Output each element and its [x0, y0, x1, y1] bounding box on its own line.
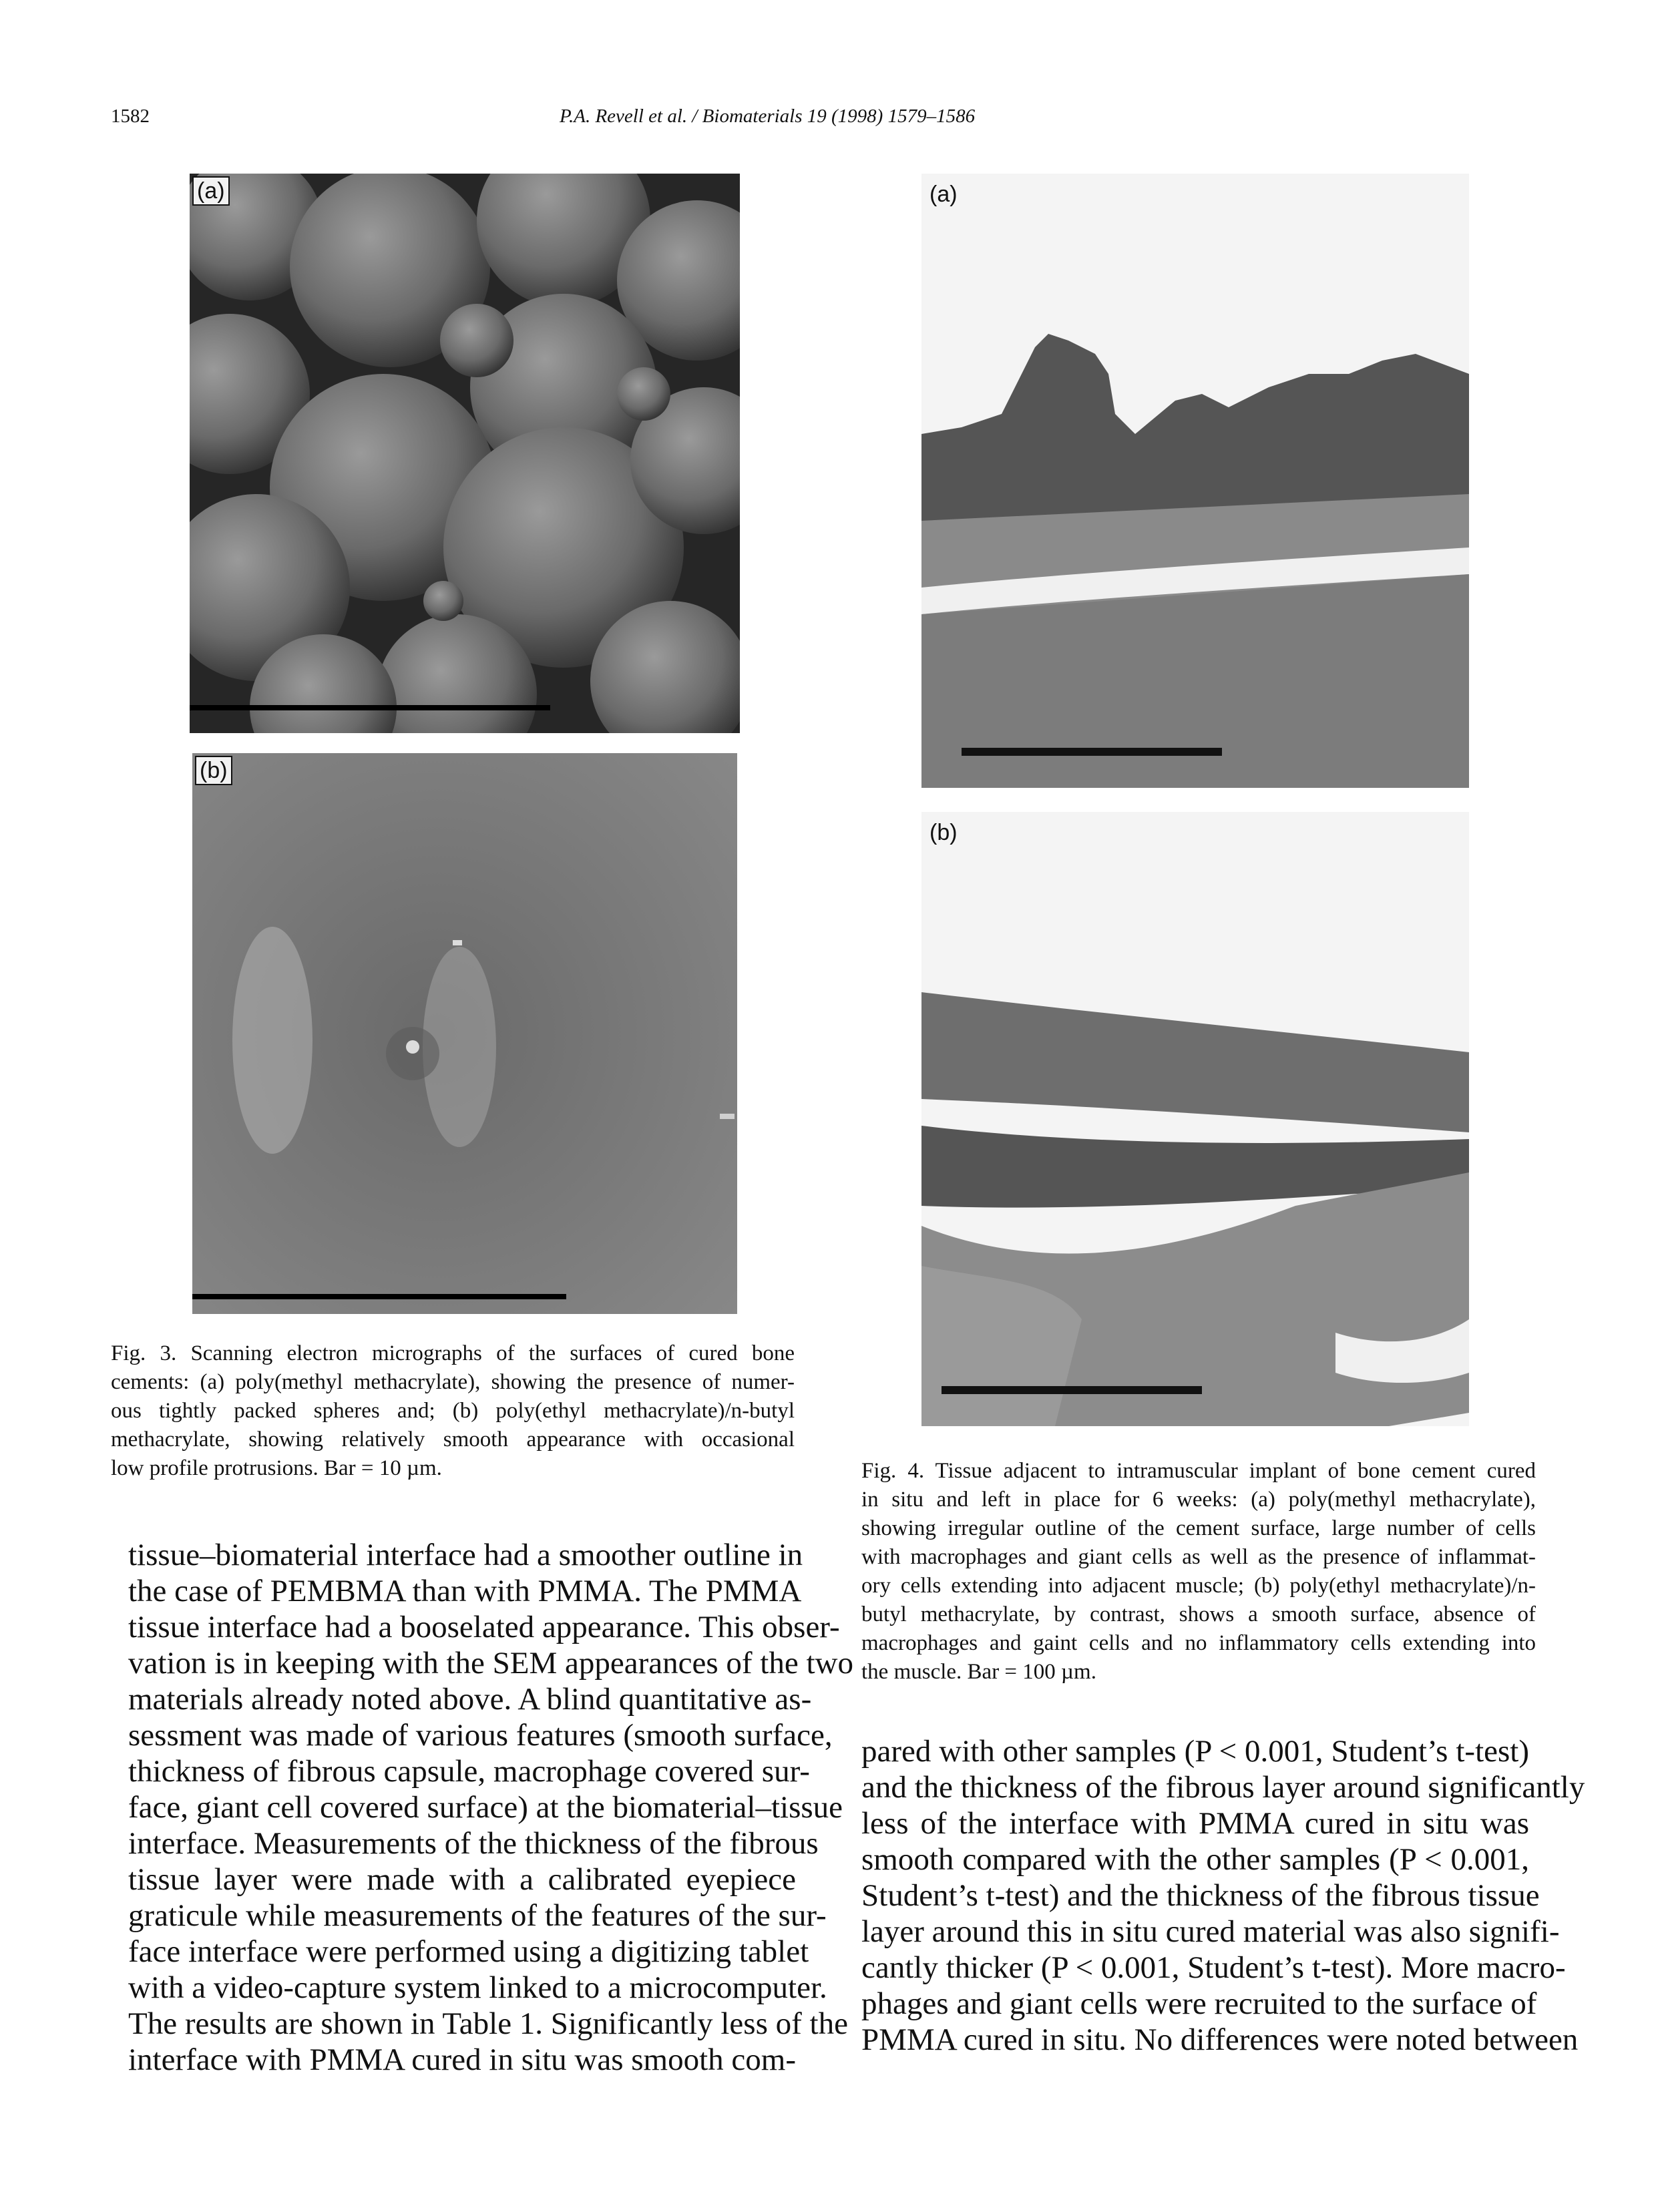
caption-line: methacrylate, showing relatively smooth appearance with occasional	[111, 1427, 795, 1452]
body-line: Student’s t-test) and the thickness of the fibrous tissue	[861, 1878, 1540, 1913]
figure3-panel-b-micrograph	[192, 753, 737, 1314]
running-title: P.A. Revell et al. / Biomaterials 19 (1998) 1579–1586	[560, 105, 976, 127]
body-line: phages and giant cells were recruited to the surface of	[861, 1986, 1537, 2021]
caption-line: the muscle. Bar = 100 µm.	[861, 1660, 1096, 1684]
caption-line: ory cells extending into adjacent muscle; (b) poly(ethyl methacrylate)/n-	[861, 1574, 1536, 1598]
figure3-panel-a-label: (a)	[192, 176, 230, 206]
figure4-panel-b-micrograph	[921, 812, 1469, 1426]
figure3-panel-a-micrograph	[190, 174, 740, 733]
body-line: pared with other samples (P < 0.001, Student’s t-test)	[861, 1734, 1529, 1769]
body-line: The results are shown in Table 1. Significantly less of the	[128, 2006, 848, 2041]
figure3-panel-b-label: (b)	[195, 756, 232, 785]
body-line: face interface were performed using a digitizing tablet	[128, 1934, 809, 1969]
scale-bar	[190, 705, 550, 710]
caption-line: low profile protrusions. Bar = 10 µm.	[111, 1456, 442, 1480]
figure4-panel-a-label: (a)	[929, 182, 958, 207]
caption-line: butyl methacrylate, by contrast, shows a smooth surface, absence of	[861, 1602, 1536, 1626]
sem-smooth-image	[192, 753, 737, 1314]
caption-line: Fig. 3. Scanning electron micrographs of the surfaces of cured bone	[111, 1341, 795, 1365]
histology-smooth-image	[921, 812, 1469, 1426]
figure4-panel-a-micrograph	[921, 174, 1469, 788]
caption-line: in situ and left in place for 6 weeks: (a) poly(methyl methacrylate),	[861, 1488, 1536, 1512]
scale-bar	[962, 748, 1222, 756]
page-number: 1582	[111, 105, 150, 127]
body-line: sessment was made of various features (smooth surface,	[128, 1718, 833, 1753]
caption-line: cements: (a) poly(methyl methacrylate), showing the presence of numer-	[111, 1370, 795, 1394]
body-line: the case of PEMBMA than with PMMA. The PMMA	[128, 1574, 802, 1608]
body-line: tissue interface had a booselated appearance. This obser-	[128, 1610, 840, 1644]
body-line: PMMA cured in situ. No differences were noted between	[861, 2022, 1579, 2057]
caption-line: ous tightly packed spheres and; (b) poly(ethyl methacrylate)/n-butyl	[111, 1399, 795, 1423]
body-line: with a video-capture system linked to a microcomputer.	[128, 1970, 827, 2005]
caption-line: showing irregular outline of the cement surface, large number of cells	[861, 1516, 1536, 1540]
scale-bar	[942, 1386, 1202, 1394]
body-text-left-column	[128, 1537, 853, 2078]
body-line: interface. Measurements of the thickness of the fibrous	[128, 1826, 819, 1861]
body-line: materials already noted above. A blind quantitative as-	[128, 1682, 812, 1717]
sem-spheres-image	[190, 174, 740, 733]
body-line: graticule while measurements of the features of the sur-	[128, 1898, 827, 1933]
caption-line: Fig. 4. Tissue adjacent to intramuscular implant of bone cement cured	[861, 1459, 1536, 1483]
figure4-panel-b-label: (b)	[929, 820, 958, 845]
body-line: smooth compared with the other samples (P < 0.001,	[861, 1842, 1529, 1877]
body-line: face, giant cell covered surface) at the biomaterial–tissue	[128, 1790, 843, 1825]
caption-line: macrophages and gaint cells and no inflammatory cells extending into	[861, 1631, 1536, 1655]
body-line: tissue layer were made with a calibrated eyepiece	[128, 1862, 796, 1897]
body-line: interface with PMMA cured in situ was smooth com-	[128, 2042, 796, 2077]
body-line: less of the interface with PMMA cured in situ was	[861, 1806, 1529, 1841]
body-line: layer around this in situ cured material was also signifi-	[861, 1914, 1560, 1949]
figure3-caption	[111, 1339, 795, 1483]
body-line: thickness of fibrous capsule, macrophage covered sur-	[128, 1754, 810, 1789]
body-line: vation is in keeping with the SEM appearances of the two	[128, 1646, 853, 1681]
body-line: cantly thicker (P < 0.001, Student’s t-test). More macro-	[861, 1950, 1566, 1985]
body-line: and the thickness of the fibrous layer around significantly	[861, 1770, 1585, 1805]
caption-line: with macrophages and giant cells as well as the presence of inflammat-	[861, 1545, 1536, 1569]
body-text-right-column	[861, 1733, 1585, 2058]
figure4-caption	[861, 1457, 1536, 1687]
histology-irregular-image	[921, 174, 1469, 788]
body-line: tissue–biomaterial interface had a smoother outline in	[128, 1538, 803, 1572]
scale-bar	[192, 1294, 566, 1299]
